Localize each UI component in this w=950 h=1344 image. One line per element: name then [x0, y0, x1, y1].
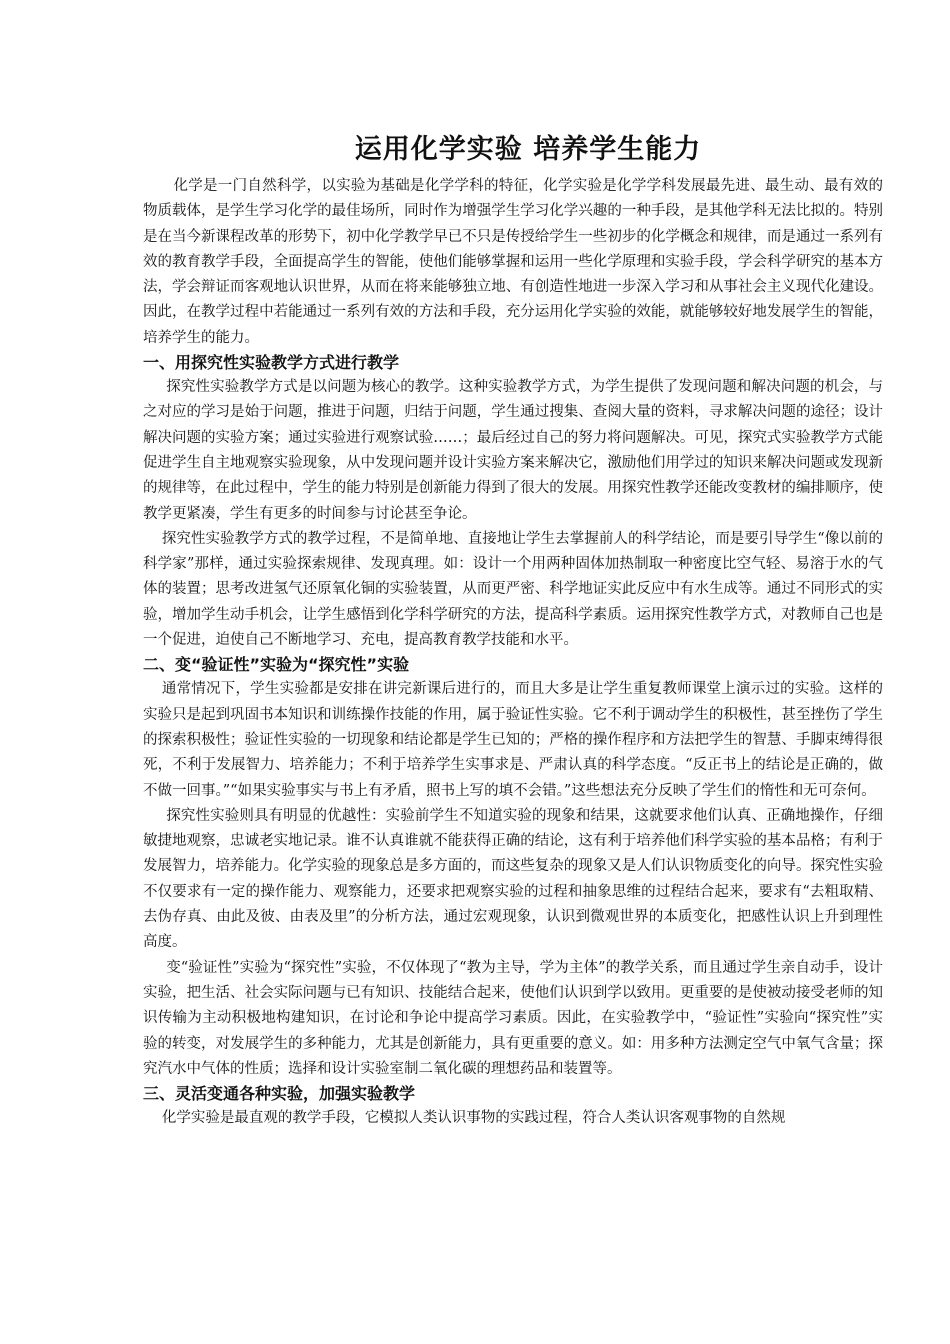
document-title: 运用化学实验 培养学生能力 [354, 134, 702, 165]
section-2-paragraph-2: 探究性实验则具有明显的优越性：实验前学生不知道实验的现象和结果，这就要求他们认真、正确地操作，仔细敏捷地观察，忠诚老实地记录。谁不认真谁就不能获得正确的结论，这有利于培养他们科学实验的基本品格；有利于发展智力，培养能力。化学实验的现象总是多方面的，而这些复杂的现象又是人们认识物质变化的向导。探究性实验不仅要求有一定的操作能力、观察能力，还要求把观察实验的过程和抽象思维的过程结合起来，要求有“去粗取精、去伪存真、由此及彼、由表及里”的分析方法，通过宏观现象，认识到微观世界的本质变化，把感性认识上升到理性高度。 [143, 807, 883, 951]
document-page [143, 130, 883, 1131]
section-2-heading: 二、变“验证性”实验为“探究性”实验 [143, 655, 410, 675]
section-2-paragraph-3: 变“验证性”实验为“探究性”实验，不仅体现了“教为主导，学为主体”的教学关系，而且通过学生亲自动手，设计实验，把生活、社会实际问题与已有知识、技能结合起来，使他们认识到学以致用。更重要的是使被动接受老师的知识传输为主动积极地构建知识，在讨论和争论中提高学习素质。因此，在实验教学中，“验证性”实验向“探究性”实验的转变，对发展学生的多种能力，尤其是创新能力，具有更重要的意义。如：用多种方法测定空气中氧气含量；探究汽水中气体的性质；选择和设计实验室制二氧化碳的理想药品和装置等。 [143, 959, 883, 1077]
section-1-paragraph-1: 探究性实验教学方式是以问题为核心的教学。这种实验教学方式，为学生提供了发现问题和解决问题的机会，与之对应的学习是始于问题，推进于问题，归结于问题，学生通过搜集、查阅大量的资料，寻求解决问题的途径；设计解决问题的实验方案；通过实验进行观察试验……；最后经过自己的努力将问题解决。可见，探究式实验教学方式能促进学生自主地观察实验现象，从中发现问题并设计实验方案来解决它，激励他们用学过的知识来解决问题或发现新的规律等，在此过程中，学生的能力特别是创新能力得到了很大的发展。用探究性教学还能改变教材的编排顺序，使教学更紧凑，学生有更多的时间参与讨论甚至争论。 [143, 379, 883, 522]
section-2-paragraph-1: 通常情况下，学生实验都是安排在讲完新课后进行的，而且大多是让学生重复教师课堂上演示过的实验。这样的实验只是起到巩固书本知识和训练操作技能的作用，属于验证性实验。它不利于调动学生的积极性，甚至挫伤了学生的探索积极性；验证性实验的一切现象和结论都是学生已知的；严格的操作程序和方法把学生的智慧、手脚束缚得很死，不利于发展智力、培养能力；不利于培养学生实事求是、严肃认真的科学态度。“反正书上的结论是正确的，做不做一回事。”“如果实验事实与书上有矛盾，照书上写的填不会错。”这些想法充分反映了学生们的惰性和无可奈何。 [143, 681, 883, 799]
section-3-heading: 三、灵活变通各种实验，加强实验教学 [143, 1084, 416, 1104]
intro-paragraph: 化学是一门自然科学，以实验为基础是化学学科的特征，化学实验是化学学科发展最先进、最生动、最有效的物质载体，是学生学习化学的最佳场所，同时作为增强学生学习化学兴趣的一种手段，是其他学科无法比拟的。特别是在当今新课程改革的形势下，初中化学教学早已不只是传授给学生一些初步的化学概念和规律，而是通过一系列有效的教育教学手段，全面提高学生的智能，使他们能够掌握和运用一些化学原理和实验手段，学会科学研究的基本方法，学会辩证而客观地认识世界，从而在将来能够独立地、有创造性地进一步深入学习和从事社会主义现代化建设。因此，在教学过程中若能通过一系列有效的方法和手段，充分运用化学实验的效能，就能够较好地发展学生的智能，培养学生的能力。 [143, 178, 883, 346]
section-1-paragraph-2: 探究性实验教学方式的教学过程，不是简单地、直接地让学生去掌握前人的科学结论，而是要引导学生“像以前的科学家”那样，通过实验探索规律、发现真理。如：设计一个用两种固体加热制取一种密度比空气轻、易溶于水的气体的装置；思考改进氢气还原氧化铜的实验装置，从而更严密、科学地证实此反应中有水生成等。通过不同形式的实验，增加学生动手机会，让学生感悟到化学科学研究的方法，提高科学素质。运用探究性教学方式，对教师自己也是一个促进，迫使自己不断地学习、充电，提高教育教学技能和水平。 [143, 530, 883, 649]
section-3-paragraph-1: 化学实验是最直观的教学手段，它模拟人类认识事物的实践过程，符合人类认识客观事物的自然规 [161, 1110, 786, 1127]
section-1-heading: 一、用探究性实验教学方式进行教学 [143, 353, 400, 373]
